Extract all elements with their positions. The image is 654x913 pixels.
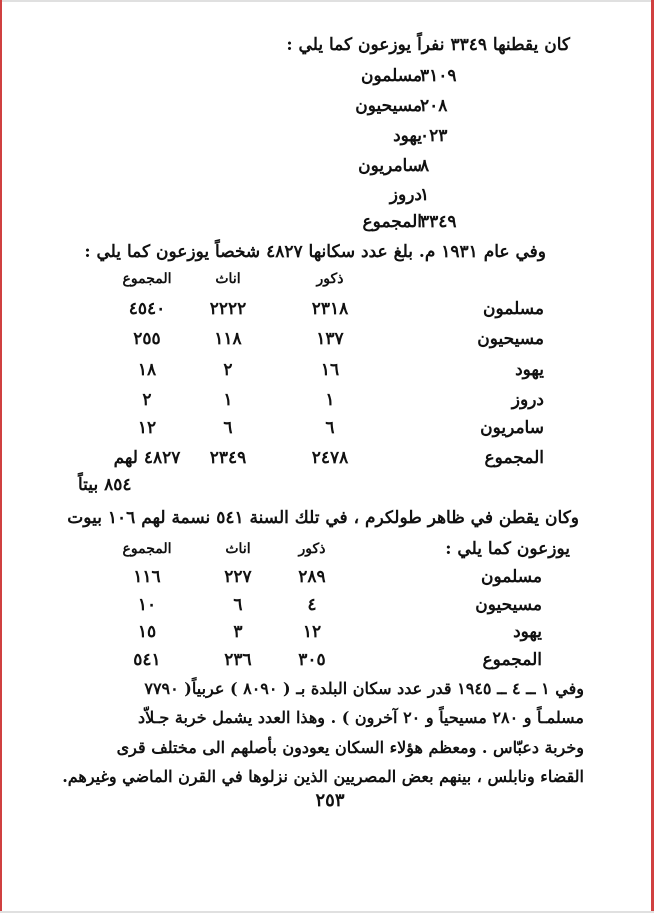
cell-female: ٢٢٧ <box>224 567 252 587</box>
table-header-row <box>0 264 654 294</box>
list-item <box>0 121 654 151</box>
cell-total: ١٠ <box>137 595 157 615</box>
cell-male: ٢٨٩ <box>298 567 326 587</box>
cell-female: ٢ <box>223 360 233 380</box>
row-label: مسيحيون <box>477 329 544 349</box>
intro-line-3b: يوزعون كما يلي : <box>445 539 570 559</box>
page-number: ٢٥٣ <box>315 790 345 811</box>
paragraph-line: وخربة دعبّاس . ومعظم هؤلاء السكان يعودون بأصلهم الى مختلف قرى <box>116 738 584 757</box>
list-item-label: يهود <box>393 126 422 146</box>
cell-total: ١١٦ <box>133 567 161 587</box>
list-item <box>0 61 654 91</box>
intro-line-3: وكان يقطن في ظاهر طولكرم ، في تلك السنة ٥٤١ نسمة لهم ١٠٦ بيوت <box>67 508 579 528</box>
row-label: المجموع <box>484 448 544 468</box>
list-item-label: المجموع <box>362 212 422 232</box>
row-label: دروز <box>511 390 544 410</box>
cell-male: ٣٠٥ <box>298 650 326 670</box>
header-female: اناث <box>215 271 241 287</box>
cell-female: ٢٢٢٢ <box>209 299 247 319</box>
cell-female: ١ <box>223 390 233 410</box>
cell-male: ١٦ <box>320 360 340 380</box>
paragraph-line: القضاء ونابلس ، بينهم بعض المصريين الذين نزلوها في القرن الماضي وغيرهم. <box>62 767 584 786</box>
header-total: المجموع <box>122 541 172 557</box>
list-item <box>0 180 654 210</box>
cell-female: ٢٣٦ <box>224 650 252 670</box>
row-label: سامريون <box>480 418 544 438</box>
houses-count: ٨٥٤ بيتاً <box>78 475 132 495</box>
row-label: مسلمون <box>483 299 544 319</box>
table-row <box>0 617 654 647</box>
cell-total: ٤٨٢٧ لهم <box>113 448 181 468</box>
table-row <box>0 385 654 415</box>
cell-total: ٤٥٤٠ <box>128 299 166 319</box>
list-item-value: ٢٠٨ <box>420 96 448 116</box>
list-item-label: دروز <box>389 185 422 205</box>
list-item <box>0 91 654 121</box>
cell-male: ١ <box>325 390 335 410</box>
list-item-label: مسلمون <box>361 66 422 86</box>
houses-count-row <box>0 470 654 500</box>
cell-total: ٢ <box>142 390 152 410</box>
header-total: المجموع <box>122 271 172 287</box>
header-male: ذكور <box>298 541 326 557</box>
intro-line-1: كان يقطنها ٣٣٤٩ نفراً يوزعون كما يلي : <box>286 35 570 55</box>
window-top-border <box>0 0 654 2</box>
cell-male: ١٢ <box>302 622 322 642</box>
list-item <box>0 151 654 181</box>
header-female: اناث <box>225 541 251 557</box>
cell-female: ٦ <box>233 595 243 615</box>
row-label: مسيحيون <box>475 595 542 615</box>
list-item <box>0 207 654 237</box>
table-row <box>0 324 654 354</box>
table-row-total <box>0 645 654 675</box>
cell-male: ١٣٧ <box>316 329 344 349</box>
paragraph-line: مسلمـاً و ٢٨٠ مسيحياً و ٢٠ آخرون ) . وهذا العدد يشمل خربة جـلاّد <box>138 708 584 727</box>
table-header-row <box>0 534 654 564</box>
cell-male: ٢٣١٨ <box>311 299 349 319</box>
cell-female: ١١٨ <box>214 329 242 349</box>
row-label: مسلمون <box>481 567 542 587</box>
cell-female: ٢٣٤٩ <box>209 448 247 468</box>
header-male: ذكور <box>316 271 344 287</box>
table-row <box>0 294 654 324</box>
cell-female: ٣ <box>233 622 243 642</box>
table-row <box>0 355 654 385</box>
row-label: يهود <box>515 360 544 380</box>
row-label: المجموع <box>482 650 542 670</box>
list-item-label: مسيحيون <box>355 96 422 116</box>
cell-male: ٤ <box>307 595 317 615</box>
cell-male: ٦ <box>325 418 335 438</box>
cell-female: ٦ <box>223 418 233 438</box>
paragraph-line: وفي ١ ــ ٤ ــ ١٩٤٥ قدر عدد سكان البلدة بـ ( ٨٠٩٠ ) عربياً( ٧٧٩٠ <box>144 679 584 698</box>
list-item-value: ٣١٠٩ <box>420 66 457 86</box>
list-item-value: ٨ <box>420 156 430 176</box>
row-label: يهود <box>513 622 542 642</box>
list-item-label: سامريون <box>358 156 422 176</box>
cell-total: ١٨ <box>137 360 157 380</box>
list-item-value: ٠٢٣ <box>420 126 448 146</box>
list-item-value: ٣٣٤٩ <box>420 212 457 232</box>
table-row-total <box>0 443 654 473</box>
cell-total: ١٢ <box>137 418 157 438</box>
cell-male: ٢٤٧٨ <box>311 448 349 468</box>
intro-line-2: وفي عام ١٩٣١ م. بلغ عدد سكانها ٤٨٢٧ شخصاً يوزعون كما يلي : <box>84 242 546 262</box>
table-row <box>0 590 654 620</box>
list-item-value: ١ <box>420 185 430 205</box>
cell-total: ١٥ <box>137 622 157 642</box>
cell-total: ٥٤١ <box>133 650 161 670</box>
table-row <box>0 562 654 592</box>
cell-total: ٢٥٥ <box>133 329 161 349</box>
table-row <box>0 413 654 443</box>
